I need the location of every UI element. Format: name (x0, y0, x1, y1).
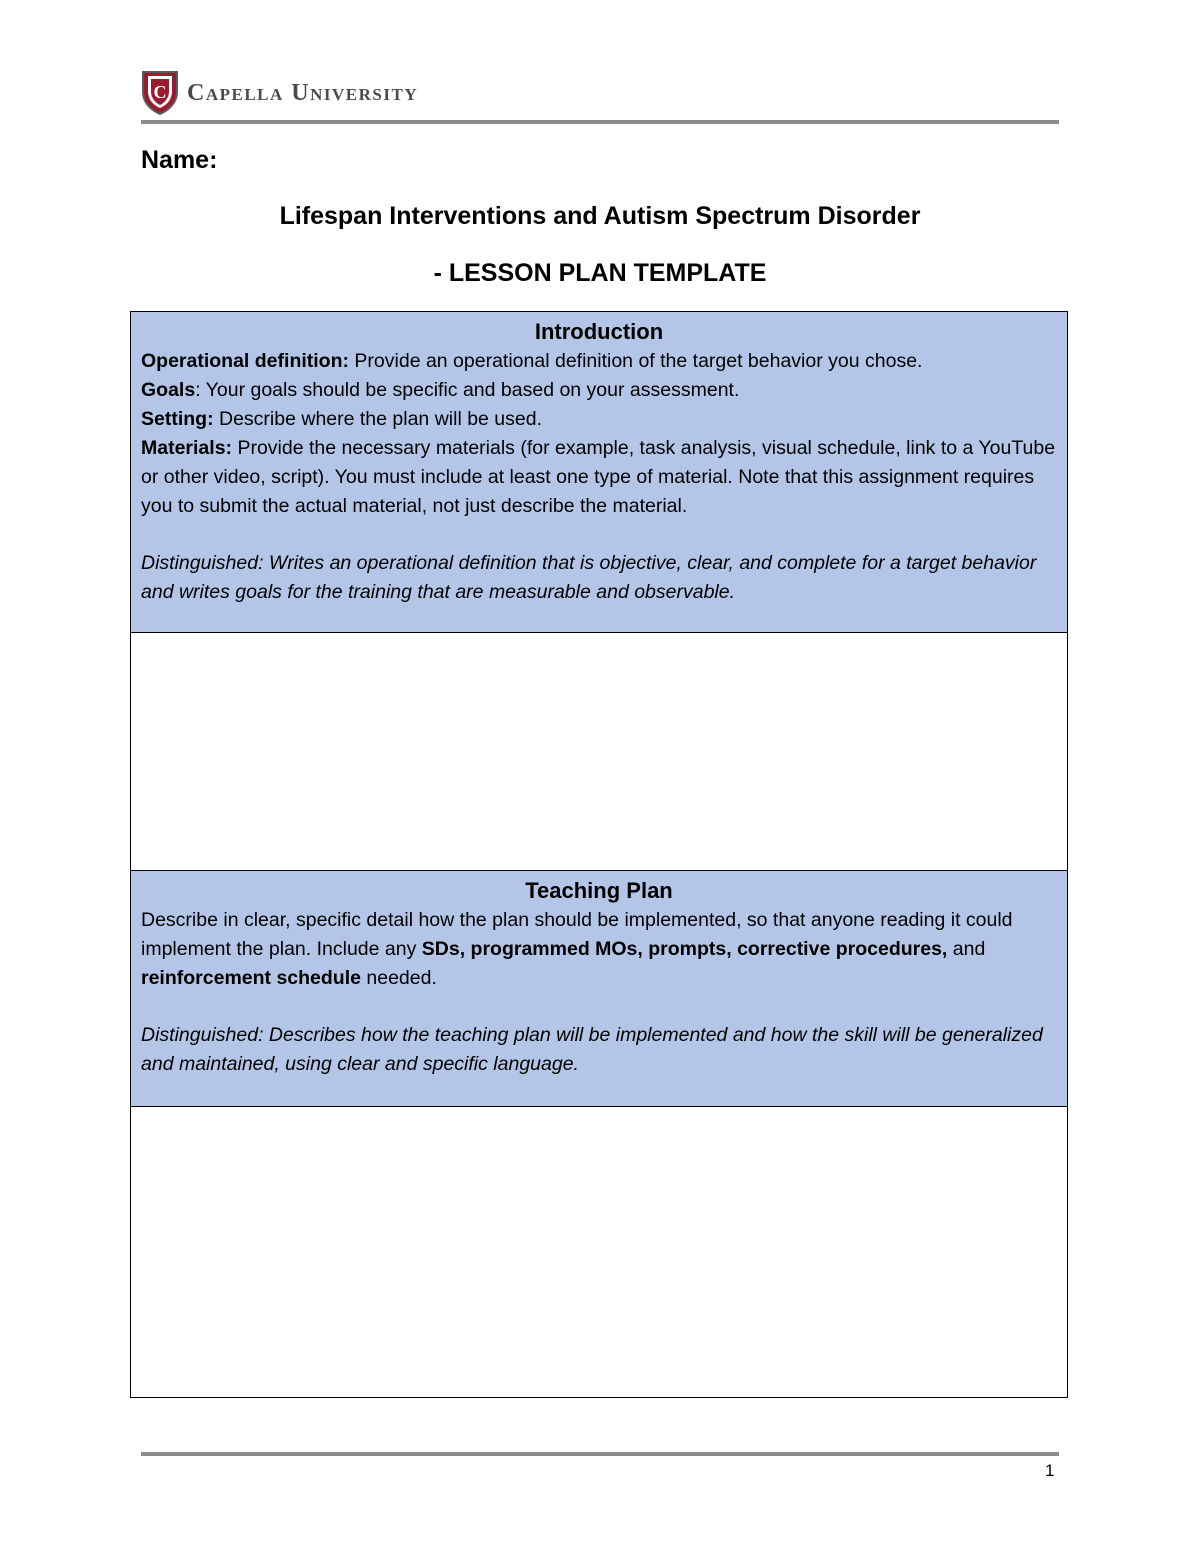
materials-label: Materials: (141, 437, 233, 459)
teaching-plan-bold-b: reinforcement schedule (141, 967, 361, 989)
goals-text: : Your goals should be specific and based on your assessment. (195, 379, 740, 401)
document-title: Lifespan Interventions and Autism Spectrum Disorder (279, 202, 921, 230)
setting-label: Setting: (141, 408, 214, 430)
teaching-plan-text-a: Describe in clear, specific detail how the plan should be implemented, so that anyone reading it could implement the plan. Include any (141, 909, 1013, 960)
teaching-plan-bold-a: SDs, programmed MOs, prompts, corrective procedures, (421, 938, 948, 960)
svg-text:C: C (153, 82, 167, 102)
footer-rule (141, 1452, 1059, 1456)
introduction-header-cell (131, 312, 1067, 633)
operational-definition-text: Provide an operational definition of the target behavior you chose. (349, 350, 923, 372)
introduction-response-cell[interactable] (131, 633, 1067, 871)
goals-label: Goals (141, 379, 196, 401)
teaching-plan-title: Teaching Plan (525, 878, 673, 903)
setting-line (141, 405, 1057, 434)
materials-text: Provide the necessary materials (for example, task analysis, visual schedule, link to a YouTube or other video, script). You must include at least one type of material. Note that this assignment requires you to submit the actual material, not just describe the material. (141, 437, 1056, 517)
introduction-title: Introduction (534, 319, 664, 344)
setting-text: Describe where the plan will be used. (213, 408, 543, 430)
header-rule (141, 120, 1059, 124)
capella-logo (141, 68, 418, 118)
name-label: Name: (141, 146, 218, 174)
operational-definition-line (141, 347, 1057, 376)
teaching-plan-distinguished: Distinguished: Describes how the teaching plan will be implemented and how the skill will be generalized and maintained, using clear and specific language. (141, 1024, 1043, 1075)
crest-icon (141, 70, 179, 116)
teaching-plan-text-c: needed. (360, 967, 437, 989)
teaching-plan-description (141, 906, 1057, 993)
document-subtitle: - LESSON PLAN TEMPLATE (433, 259, 767, 287)
materials-line (141, 434, 1057, 521)
lesson-plan-table (130, 311, 1068, 1398)
teaching-plan-response-cell[interactable] (131, 1107, 1067, 1397)
logo-wordmark: Capella University (187, 79, 419, 106)
goals-line (141, 376, 1057, 405)
operational-definition-label: Operational definition: (141, 350, 349, 372)
introduction-distinguished: Distinguished: Writes an operational definition that is objective, clear, and complete for a target behavior and writes goals for the training that are measurable and observable. (141, 552, 1037, 603)
teaching-plan-text-b: and (947, 938, 986, 960)
teaching-plan-header-cell (131, 871, 1067, 1107)
page-number: 1 (1045, 1461, 1055, 1480)
